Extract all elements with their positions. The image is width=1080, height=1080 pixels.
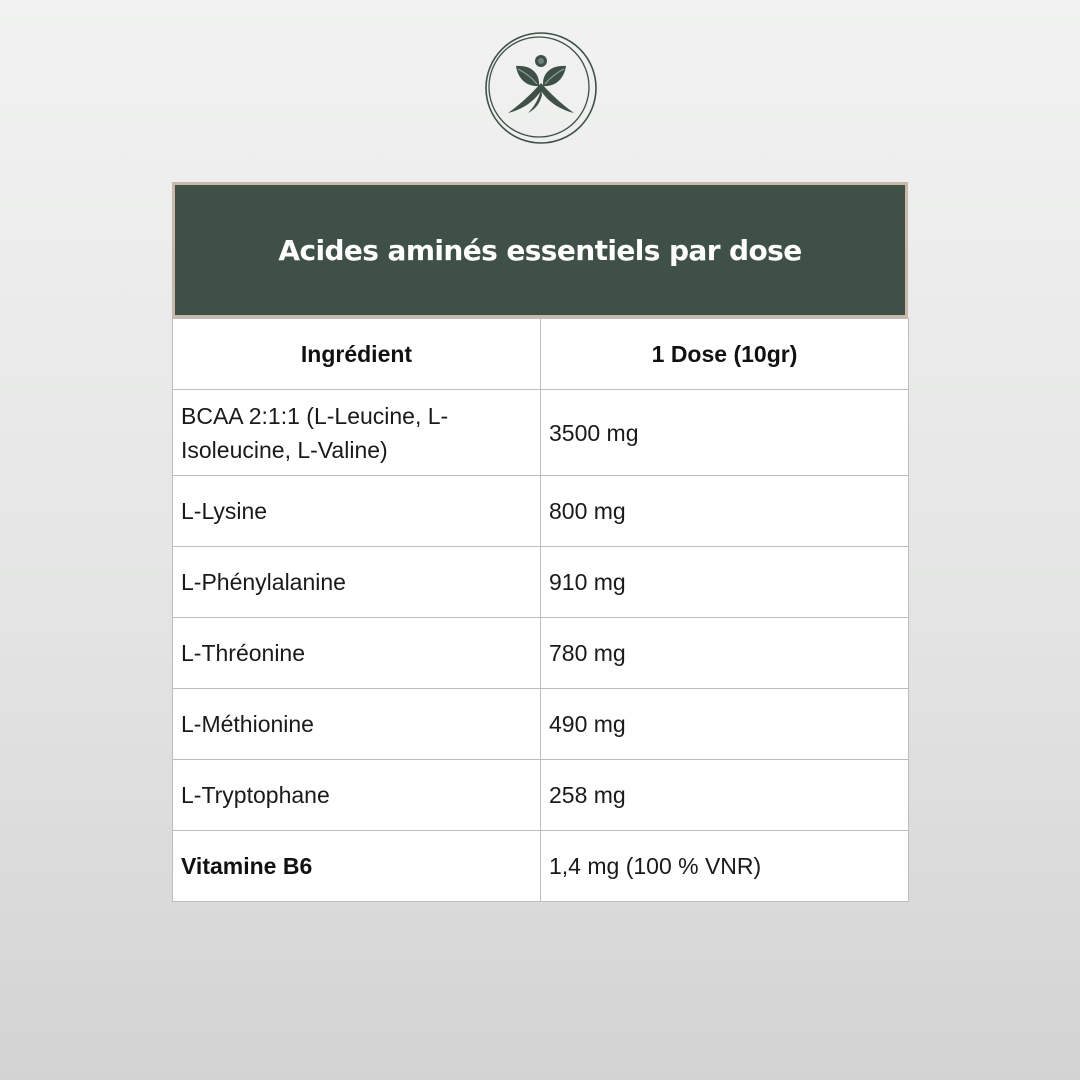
table-row — [173, 760, 909, 831]
brand-logo — [484, 31, 598, 145]
ingredient-cell: Vitamine B6 — [173, 831, 541, 902]
dose-cell: 490 mg — [541, 689, 909, 760]
table-row — [173, 689, 909, 760]
dose-cell: 910 mg — [541, 547, 909, 618]
dose-cell: 3500 mg — [541, 390, 909, 476]
table-row — [173, 831, 909, 902]
table-row — [173, 618, 909, 689]
dose-cell: 800 mg — [541, 476, 909, 547]
ingredient-cell: L-Lysine — [173, 476, 541, 547]
ingredient-cell: L-Phénylalanine — [173, 547, 541, 618]
table-title-banner — [172, 182, 908, 318]
ingredient-cell: L-Méthionine — [173, 689, 541, 760]
column-header-dose: 1 Dose (10gr) — [541, 319, 909, 390]
table-title: Acides aminés essentiels par dose — [278, 233, 802, 267]
dose-cell: 780 mg — [541, 618, 909, 689]
ingredient-cell: BCAA 2:1:1 (L-Leucine, L-Isoleucine, L-Valine) — [173, 390, 541, 476]
table-header-row — [173, 319, 909, 390]
ingredient-cell: L-Thréonine — [173, 618, 541, 689]
table-row — [173, 390, 909, 476]
table-row — [173, 476, 909, 547]
dose-cell: 258 mg — [541, 760, 909, 831]
dose-cell: 1,4 mg (100 % VNR) — [541, 831, 909, 902]
leaf-person-logo-icon — [484, 31, 598, 145]
nutrition-table — [172, 318, 909, 902]
ingredient-cell: L-Tryptophane — [173, 760, 541, 831]
table-row — [173, 547, 909, 618]
column-header-ingredient: Ingrédient — [173, 319, 541, 390]
